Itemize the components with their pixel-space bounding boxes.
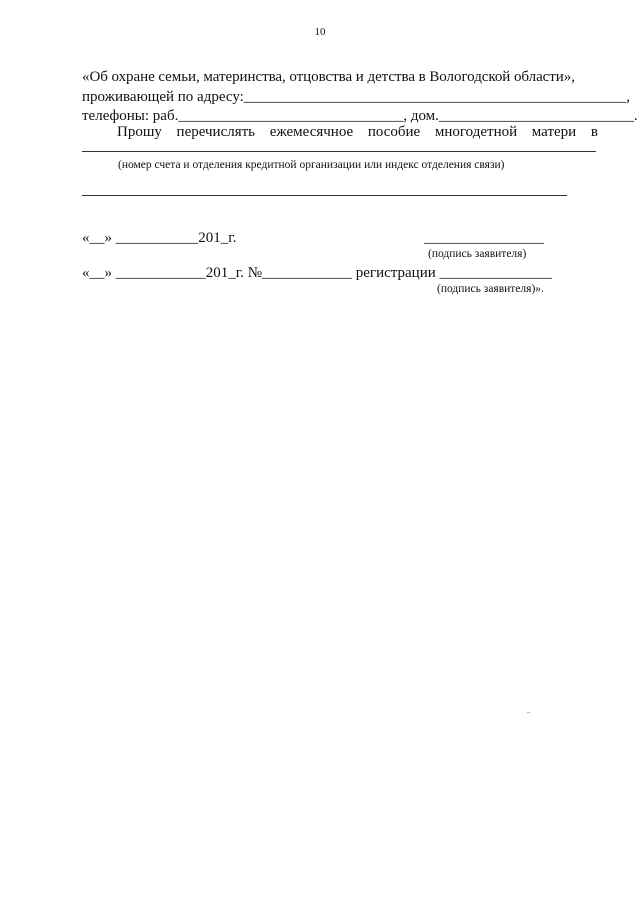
request-word: в [590, 124, 598, 140]
request-word: Прошу [117, 124, 162, 140]
date-line-1: «__» ___________201_г. [82, 230, 237, 246]
scan-speck [527, 712, 530, 713]
account-number-line [82, 151, 596, 152]
account-caption: (номер счета и отделения кредитной организации или индекс отделения связи) [118, 159, 505, 171]
signature-caption-1: (подпись заявителя) [428, 248, 527, 260]
request-word: ежемесячное [269, 124, 354, 140]
page-number: 10 [314, 26, 326, 38]
request-word: многодетной [434, 124, 518, 140]
law-title-line: «Об охране семьи, материнства, отцовства и детства в Вологодской области», [82, 69, 575, 85]
request-word: матери [531, 124, 577, 140]
phones-line: телефоны: раб.______________________________, дом.__________________________. [82, 108, 638, 124]
request-word: пособие [367, 124, 421, 140]
request-line [117, 123, 598, 141]
signature-caption-2: (подпись заявителя)». [437, 283, 544, 295]
request-word: перечислять [176, 124, 256, 140]
address-line: проживающей по адресу:___________________________________________________, [82, 89, 631, 105]
date-registration-line: «__» ____________201_г. №____________ регистрации _______________ [82, 265, 552, 281]
account-extra-line [82, 195, 567, 196]
signature-line-1: ________________ [424, 230, 544, 246]
